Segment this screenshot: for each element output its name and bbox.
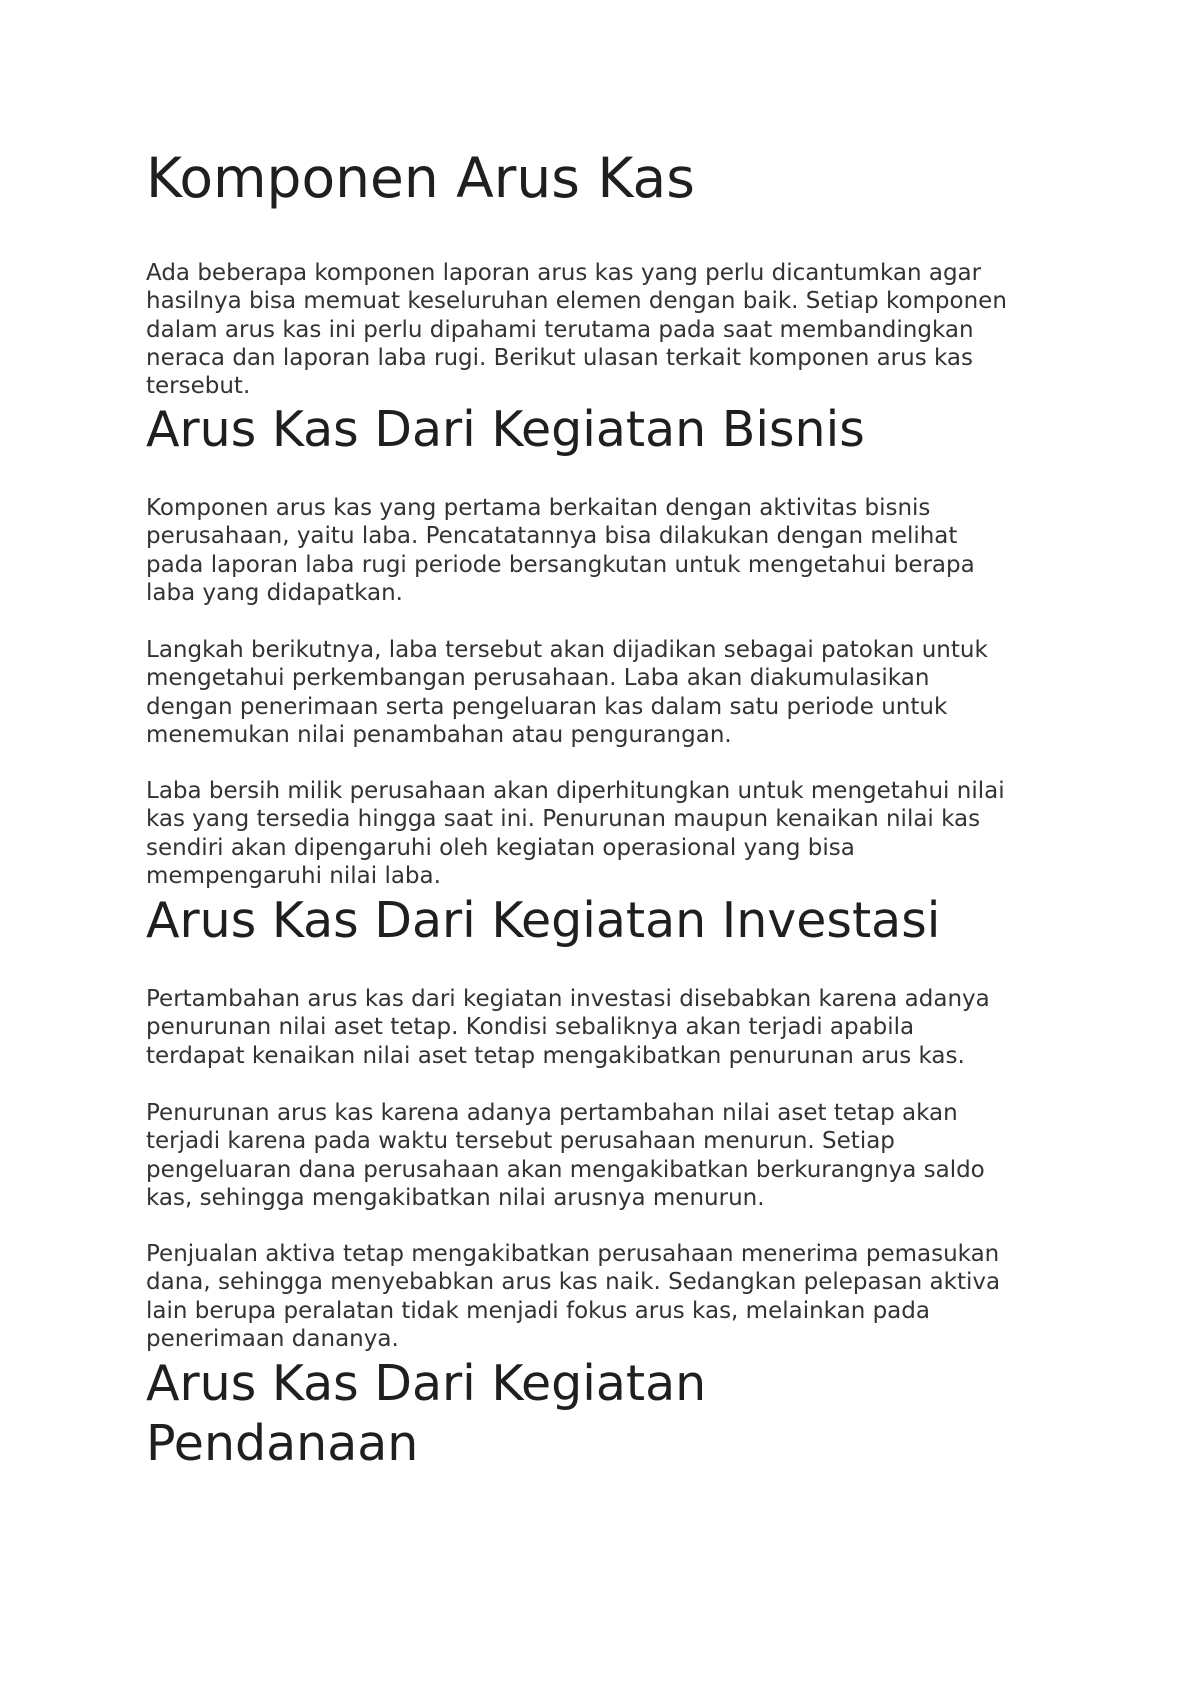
text-line: kas, sehingga mengakibatkan nilai arusnya menurun. — [146, 1184, 765, 1211]
text-line: perusahaan, yaitu laba. Pencatatannya bisa dilakukan dengan melihat — [146, 523, 958, 550]
bisnis-paragraph-2 — [146, 636, 1076, 749]
text-line: sendiri akan dipengaruhi oleh kegiatan operasional yang bisa — [146, 834, 855, 861]
text-line: hasilnya bisa memuat keseluruhan elemen dengan baik. Setiap komponen — [146, 288, 1007, 315]
investasi-paragraph-1 — [146, 985, 1076, 1070]
text-line: Penjualan aktiva tetap mengakibatkan perusahaan menerima pemasukan — [146, 1241, 1000, 1267]
text-line: tersebut. — [146, 373, 251, 400]
text-line: Langkah berikutnya, laba tersebut akan dijadikan sebagai patokan untuk — [146, 637, 988, 663]
text-line: Pertambahan arus kas dari kegiatan investasi disebabkan karena adanya — [146, 986, 990, 1012]
text-line: pada laporan laba rugi periode bersangkutan untuk mengetahui berapa — [146, 551, 975, 578]
investasi-paragraph-2 — [146, 1099, 1076, 1212]
text-line: dengan penerimaan serta pengeluaran kas dalam satu periode untuk — [146, 693, 948, 720]
page-title: Komponen Arus Kas — [146, 146, 695, 210]
heading-line: Pendanaan — [146, 1415, 419, 1472]
text-line: Penurunan arus kas karena adanya pertambahan nilai aset tetap akan — [146, 1100, 958, 1126]
text-line: terdapat kenaikan nilai aset tetap mengakibatkan penurunan arus kas. — [146, 1042, 965, 1069]
text-line: mengetahui perkembangan perusahaan. Laba akan diakumulasikan — [146, 665, 930, 692]
intro-paragraph — [146, 259, 1076, 400]
text-line: terjadi karena pada waktu tersebut perusahaan menurun. Setiap — [146, 1128, 895, 1155]
text-line: dana, sehingga menyebabkan arus kas naik. Sedangkan pelepasan aktiva — [146, 1269, 1001, 1296]
bisnis-paragraph-3 — [146, 777, 1076, 890]
text-line: lain berupa peralatan tidak menjadi fokus arus kas, melainkan pada — [146, 1297, 930, 1324]
text-line: Ada beberapa komponen laporan arus kas yang perlu dicantumkan agar — [146, 260, 982, 286]
text-line: menemukan nilai penambahan atau pengurangan. — [146, 721, 732, 748]
bisnis-paragraph-1 — [146, 494, 1076, 607]
section-heading-investasi: Arus Kas Dari Kegiatan Investasi — [146, 892, 941, 949]
text-line: penerimaan dananya. — [146, 1325, 399, 1352]
text-line: Komponen arus kas yang pertama berkaitan dengan aktivitas bisnis — [146, 495, 931, 521]
heading-line: Arus Kas Dari Kegiatan — [146, 1355, 707, 1412]
text-line: laba yang didapatkan. — [146, 579, 403, 606]
text-line: mempengaruhi nilai laba. — [146, 862, 441, 889]
text-line: dalam arus kas ini perlu dipahami terutama pada saat membandingkan — [146, 316, 974, 343]
text-line: Laba bersih milik perusahaan akan diperhitungkan untuk mengetahui nilai — [146, 778, 1005, 804]
text-line: pengeluaran dana perusahaan akan mengakibatkan berkurangnya saldo — [146, 1156, 985, 1183]
text-line: kas yang tersedia hingga saat ini. Penurunan maupun kenaikan nilai kas — [146, 806, 981, 833]
section-heading-pendanaan — [146, 1354, 706, 1474]
text-line: penurunan nilai aset tetap. Kondisi sebaliknya akan terjadi apabila — [146, 1014, 915, 1041]
text-line: neraca dan laporan laba rugi. Berikut ulasan terkait komponen arus kas — [146, 344, 973, 371]
investasi-paragraph-3 — [146, 1240, 1076, 1353]
section-heading-bisnis: Arus Kas Dari Kegiatan Bisnis — [146, 401, 865, 458]
